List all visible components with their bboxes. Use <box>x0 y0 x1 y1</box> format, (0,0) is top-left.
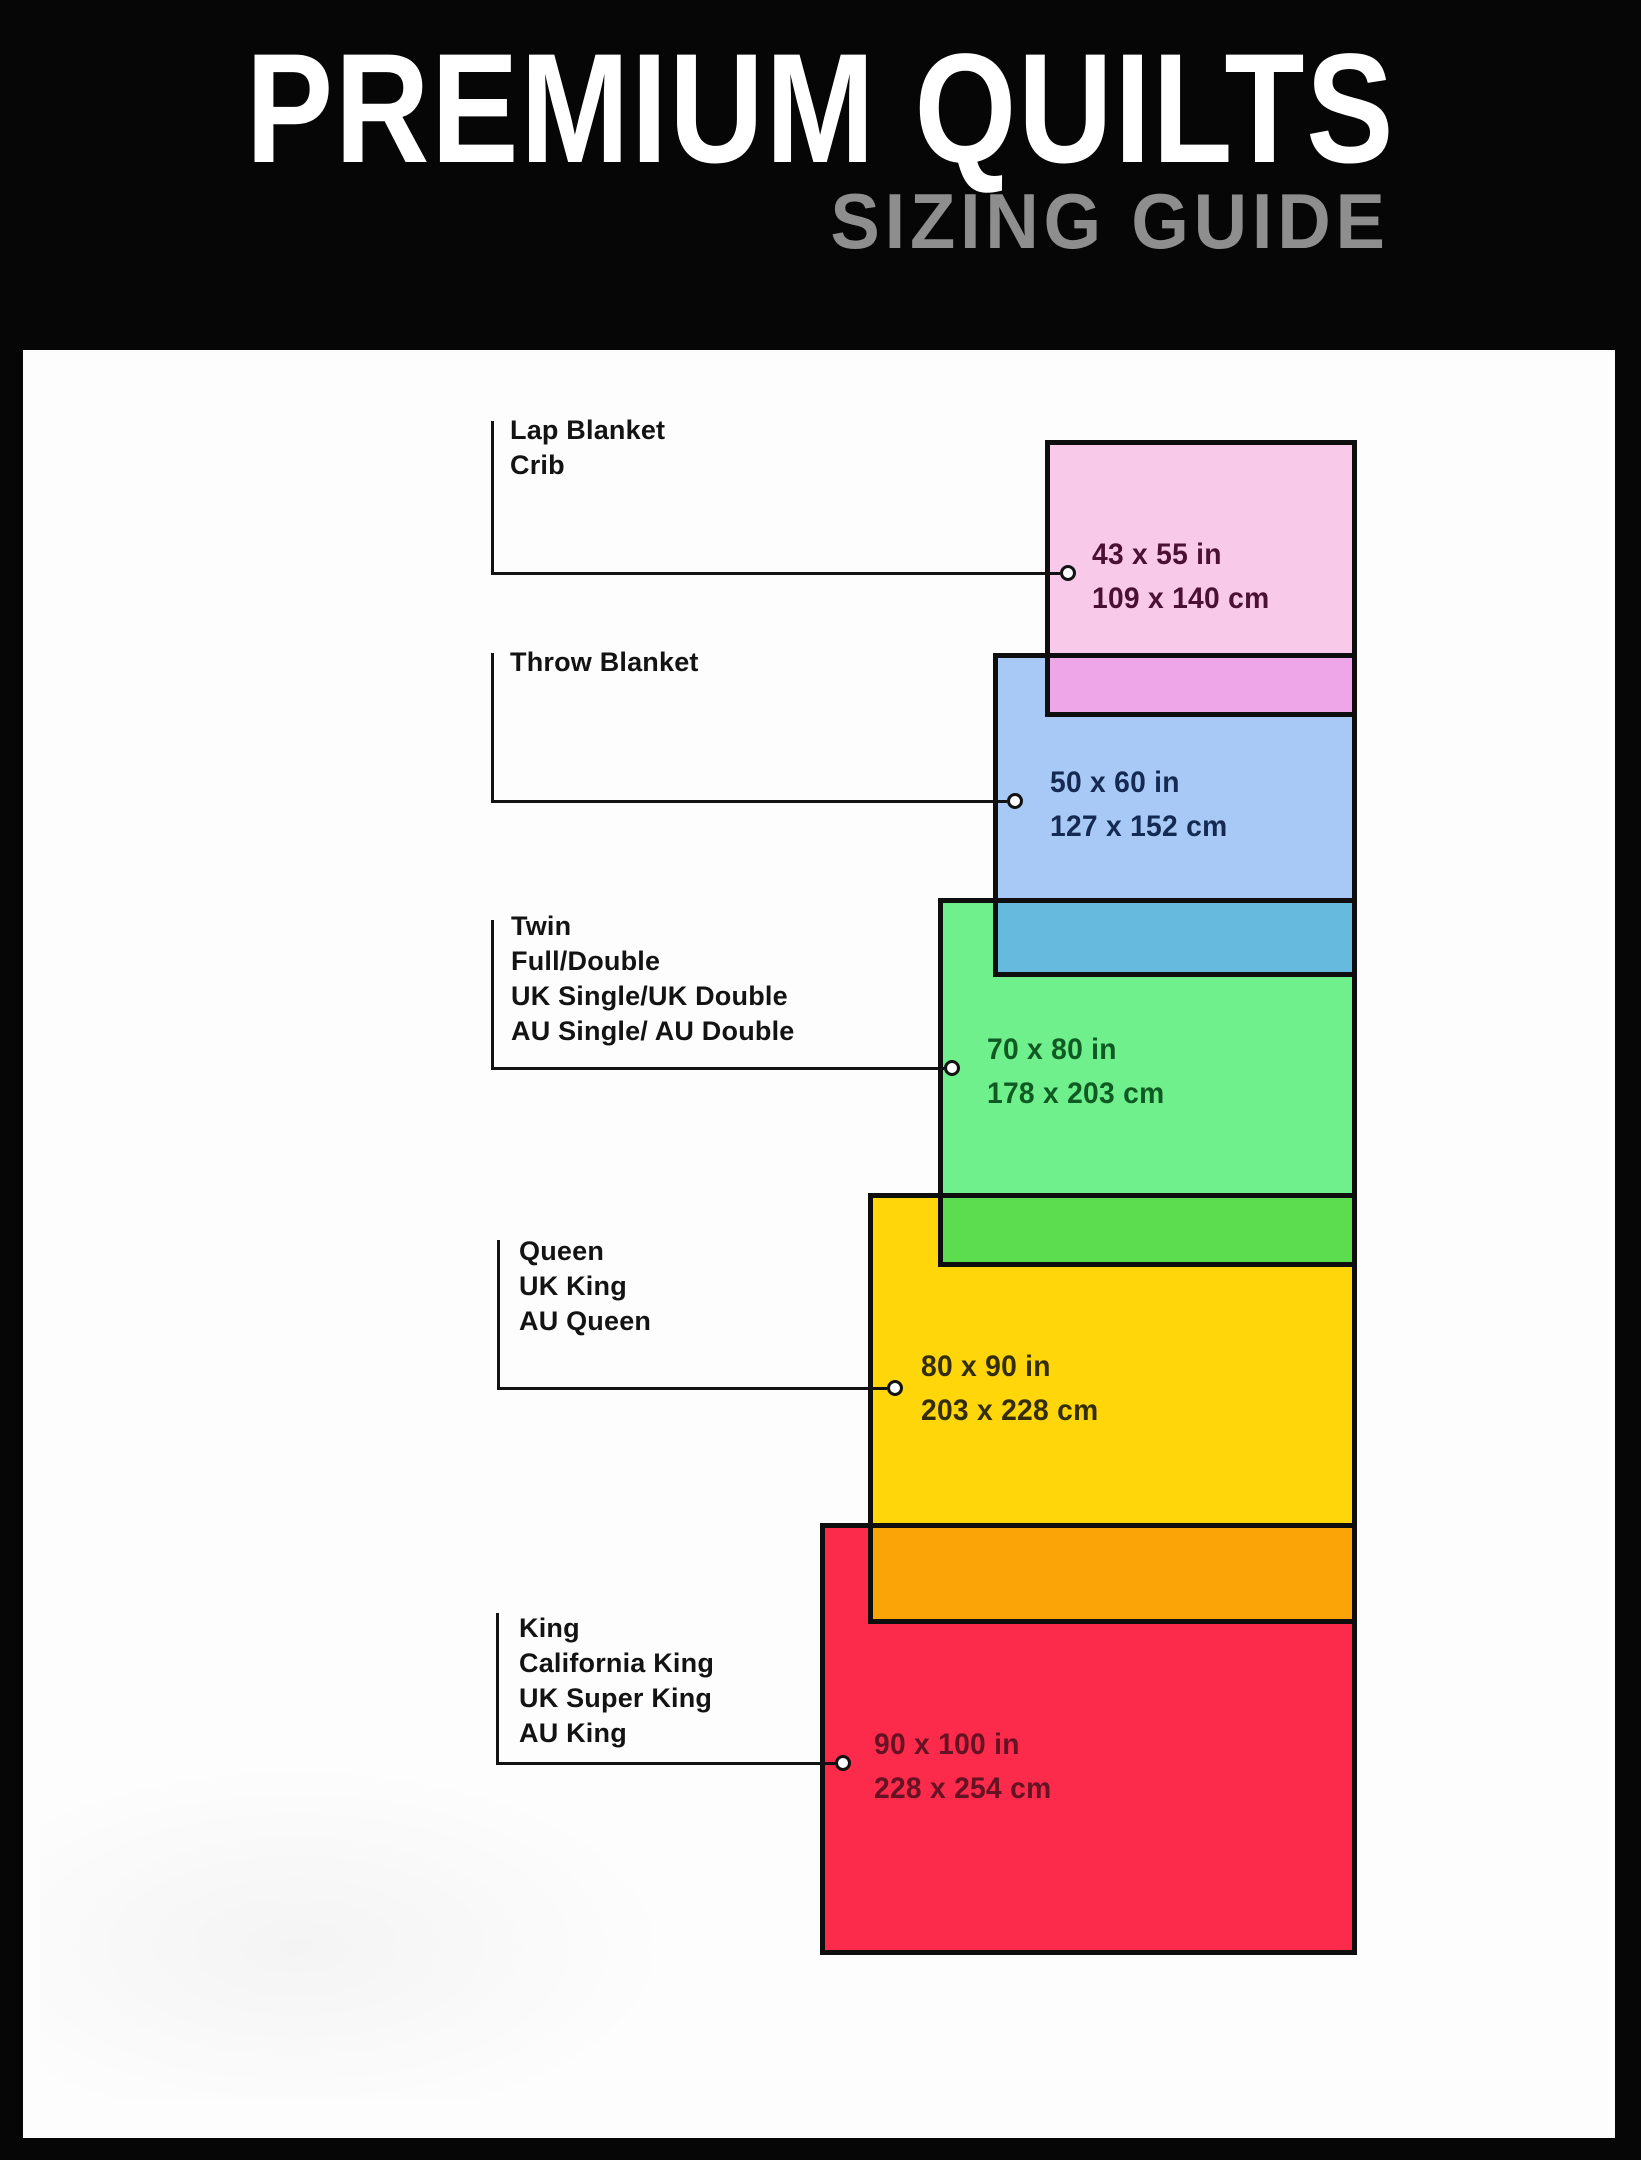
leader-dot <box>1007 793 1023 809</box>
leader-vertical-line <box>497 1240 500 1390</box>
size-dimensions-cm: 127 x 152 cm <box>1050 810 1228 843</box>
size-dimensions-inches: 90 x 100 in <box>874 1728 1020 1761</box>
size-label-line: AU Single/ AU Double <box>511 1016 795 1046</box>
size-dimensions-inches: 70 x 80 in <box>987 1033 1117 1066</box>
size-dimensions-cm: 203 x 228 cm <box>921 1394 1099 1427</box>
leader-vertical-line <box>496 1613 499 1765</box>
size-label-line: Throw Blanket <box>510 647 699 677</box>
leader-vertical-line <box>491 920 494 1070</box>
size-label-line: UK King <box>519 1271 627 1301</box>
size-label-line: AU Queen <box>519 1306 652 1336</box>
page-subtitle: SIZING GUIDE <box>830 177 1390 265</box>
size-dimensions <box>1092 533 1269 621</box>
panel-shadow <box>40 1760 680 2100</box>
size-dimensions-inches: 50 x 60 in <box>1050 766 1180 799</box>
size-dimensions <box>1050 761 1227 849</box>
size-label-line: Full/Double <box>511 946 661 976</box>
size-dimensions-inches: 80 x 90 in <box>921 1350 1051 1383</box>
size-label-line: UK Super King <box>519 1683 713 1713</box>
leader-horizontal-line <box>496 1762 835 1765</box>
size-label <box>511 909 795 1049</box>
leader-vertical-line <box>491 421 494 575</box>
size-label-line: AU King <box>519 1718 627 1748</box>
leader-horizontal-line <box>497 1387 887 1390</box>
size-dimensions-cm: 178 x 203 cm <box>987 1077 1165 1110</box>
leader-horizontal-line <box>491 1067 944 1070</box>
size-label-line: UK Single/UK Double <box>511 981 788 1011</box>
size-label-line: King <box>519 1613 580 1643</box>
size-label <box>519 1234 651 1339</box>
page-title: PREMIUM QUILTS <box>245 22 1396 196</box>
leader-horizontal-line <box>491 572 1060 575</box>
size-dimensions-inches: 43 x 55 in <box>1092 538 1222 571</box>
size-label-line: Crib <box>510 450 565 480</box>
leader-dot <box>1060 565 1076 581</box>
leader-vertical-line <box>491 653 494 803</box>
size-dimensions <box>874 1723 1051 1811</box>
leader-horizontal-line <box>491 800 1007 803</box>
size-label <box>510 413 665 483</box>
size-dimensions-cm: 109 x 140 cm <box>1092 582 1270 615</box>
size-dimensions <box>987 1028 1164 1116</box>
size-label-line: Twin <box>511 911 572 941</box>
leader-dot <box>887 1380 903 1396</box>
size-label <box>510 645 699 680</box>
size-dimensions-cm: 228 x 254 cm <box>874 1772 1052 1805</box>
size-label-line: Queen <box>519 1236 605 1266</box>
leader-dot <box>944 1060 960 1076</box>
size-dimensions <box>921 1345 1098 1433</box>
size-label <box>519 1611 714 1751</box>
size-label-line: Lap Blanket <box>510 415 666 445</box>
leader-dot <box>835 1755 851 1771</box>
size-label-line: California King <box>519 1648 715 1678</box>
